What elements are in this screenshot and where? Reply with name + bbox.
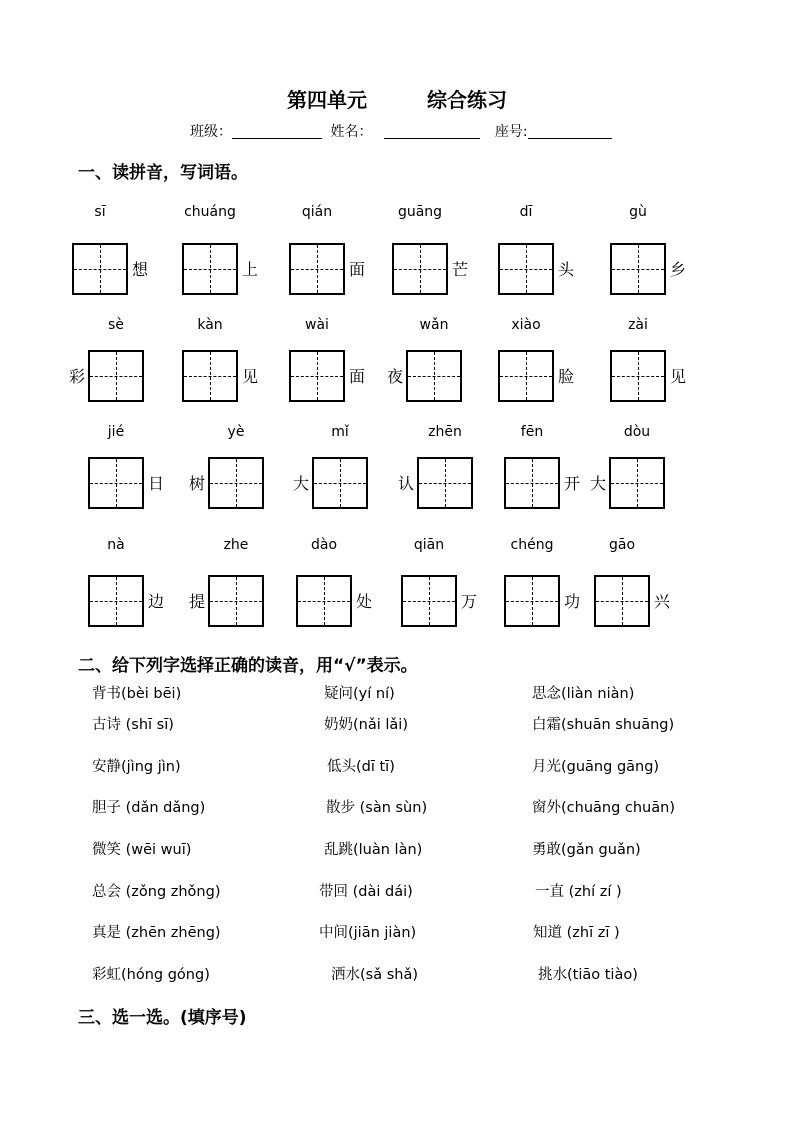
word-char: 边	[148, 592, 165, 611]
section3-heading: 三、选一选。(填序号)	[78, 1008, 247, 1028]
writing-box[interactable]	[417, 457, 473, 509]
word-char: 认	[398, 474, 415, 493]
pinyin-label: chuáng	[184, 204, 236, 220]
writing-box[interactable]	[498, 243, 554, 295]
grid-guide	[210, 601, 262, 602]
word-char: 面	[349, 260, 366, 279]
writing-box[interactable]	[498, 350, 554, 402]
grid-guide	[298, 601, 350, 602]
pronunciation-option[interactable]: 总会 (zǒng zhǒng)	[92, 884, 221, 900]
pronunciation-option[interactable]: 胆子 (dǎn dǎng)	[92, 800, 206, 816]
word-char: 见	[242, 367, 259, 386]
pronunciation-option[interactable]: 白霜(shuān shuāng)	[532, 717, 675, 733]
writing-box[interactable]	[504, 575, 560, 627]
pronunciation-option[interactable]: 中间(jiān jiàn)	[319, 925, 417, 941]
pronunciation-option[interactable]: 微笑 (wēi wuī)	[92, 842, 192, 858]
grid-guide	[90, 483, 142, 484]
word-char: 面	[349, 367, 366, 386]
word-char: 想	[132, 260, 149, 279]
section2-heading: 二、给下列字选择正确的读音，用“√”表示。	[78, 656, 418, 676]
writing-box[interactable]	[88, 575, 144, 627]
word-char: 开	[564, 474, 581, 493]
word-char: 大	[590, 474, 607, 493]
pinyin-label: gù	[629, 204, 647, 220]
grid-guide	[184, 269, 236, 270]
grid-guide	[210, 483, 262, 484]
grid-guide	[506, 483, 558, 484]
pinyin-label: kàn	[197, 317, 223, 333]
pronunciation-option[interactable]: 古诗 (shī sī)	[92, 717, 174, 733]
grid-guide	[74, 269, 126, 270]
pinyin-label: guāng	[397, 204, 443, 220]
word-char: 大	[293, 474, 310, 493]
word-char: 彩	[69, 367, 86, 386]
pinyin-label: dī	[519, 204, 533, 220]
writing-box[interactable]	[401, 575, 457, 627]
pinyin-label: zhēn	[428, 424, 462, 440]
grid-guide	[291, 376, 343, 377]
seat-label: 座号:	[494, 124, 528, 140]
grid-guide	[611, 483, 663, 484]
word-char: 夜	[387, 367, 404, 386]
writing-box[interactable]	[610, 243, 666, 295]
writing-box[interactable]	[392, 243, 448, 295]
pinyin-label: chéng	[510, 537, 554, 553]
pronunciation-option[interactable]: 洒水(sǎ shǎ)	[331, 967, 418, 983]
word-char: 树	[189, 474, 206, 493]
grid-guide	[291, 269, 343, 270]
pronunciation-option[interactable]: 低头(dī tī)	[327, 759, 395, 775]
pronunciation-option[interactable]: 挑水(tiāo tiào)	[538, 967, 638, 983]
pinyin-label: fēn	[520, 424, 544, 440]
pinyin-label: nà	[107, 537, 125, 553]
pronunciation-option[interactable]: 乱跳(luàn làn)	[324, 842, 423, 858]
class-field[interactable]	[232, 124, 322, 139]
word-char: 万	[461, 592, 478, 611]
writing-box[interactable]	[208, 575, 264, 627]
grid-guide	[596, 601, 648, 602]
word-char: 日	[148, 474, 165, 493]
pinyin-label: yè	[227, 424, 245, 440]
pinyin-label: qián	[301, 204, 333, 220]
pinyin-label: zhe	[223, 537, 249, 553]
word-char: 兴	[654, 592, 671, 611]
pronunciation-option[interactable]: 带回 (dài dái)	[319, 884, 413, 900]
pronunciation-option[interactable]: 散步 (sàn sùn)	[326, 800, 428, 816]
pronunciation-option[interactable]: 安静(jìng jìn)	[92, 759, 181, 775]
writing-box[interactable]	[182, 243, 238, 295]
page-title: 第四单元 综合练习	[287, 88, 507, 112]
pronunciation-option[interactable]: 知道 (zhī zī )	[533, 925, 620, 941]
writing-box[interactable]	[72, 243, 128, 295]
writing-box[interactable]	[289, 350, 345, 402]
grid-guide	[612, 269, 664, 270]
writing-box[interactable]	[594, 575, 650, 627]
writing-box[interactable]	[88, 457, 144, 509]
grid-guide	[506, 601, 558, 602]
writing-box[interactable]	[289, 243, 345, 295]
name-field[interactable]	[384, 124, 480, 139]
grid-guide	[500, 269, 552, 270]
section1-heading: 一、读拼音，写词语。	[78, 163, 248, 183]
grid-guide	[394, 269, 446, 270]
word-char: 见	[670, 367, 687, 386]
pronunciation-option[interactable]: 疑问(yí ní)	[324, 686, 395, 702]
pronunciation-option[interactable]: 真是 (zhēn zhēng)	[92, 925, 221, 941]
grid-guide	[419, 483, 471, 484]
seat-field[interactable]	[528, 124, 612, 139]
pronunciation-option[interactable]: 彩虹(hóng góng)	[92, 967, 210, 983]
pinyin-label: dào	[310, 537, 338, 553]
writing-box[interactable]	[296, 575, 352, 627]
student-info	[190, 121, 612, 141]
pronunciation-option[interactable]: 勇敢(gǎn guǎn)	[532, 842, 641, 858]
grid-guide	[90, 376, 142, 377]
writing-box[interactable]	[406, 350, 462, 402]
pinyin-label: sī	[94, 204, 106, 220]
grid-guide	[184, 376, 236, 377]
word-char: 功	[564, 592, 581, 611]
pronunciation-option[interactable]: 背书(bèi bēi)	[92, 686, 182, 702]
grid-guide	[408, 376, 460, 377]
word-char: 头	[558, 260, 575, 279]
pronunciation-option[interactable]: 思念(liàn niàn)	[532, 686, 635, 702]
word-char: 芒	[452, 260, 469, 279]
pronunciation-option[interactable]: 月光(guāng gāng)	[532, 759, 660, 775]
grid-guide	[612, 376, 664, 377]
pinyin-label: zài	[628, 317, 648, 333]
word-char: 处	[356, 592, 373, 611]
writing-box[interactable]	[504, 457, 560, 509]
word-char: 上	[242, 260, 259, 279]
writing-box[interactable]	[312, 457, 368, 509]
word-char: 乡	[670, 260, 687, 279]
pronunciation-option[interactable]: 窗外(chuāng chuān)	[532, 800, 675, 816]
grid-guide	[90, 601, 142, 602]
writing-box[interactable]	[208, 457, 264, 509]
name-label: 姓名：	[330, 124, 373, 140]
word-char: 脸	[558, 367, 575, 386]
word-char: 提	[189, 592, 206, 611]
pronunciation-option[interactable]: 一直 (zhí zí )	[535, 884, 622, 900]
pronunciation-option[interactable]: 奶奶(nǎi lǎi)	[324, 717, 408, 733]
pinyin-label: sè	[108, 317, 124, 333]
pinyin-label: dòu	[623, 424, 651, 440]
grid-guide	[500, 376, 552, 377]
pinyin-label: qiān	[413, 537, 445, 553]
grid-guide	[314, 483, 366, 484]
writing-box[interactable]	[610, 350, 666, 402]
pinyin-label: jié	[107, 424, 125, 440]
class-label: 班级：	[190, 124, 232, 140]
pinyin-label: wǎn	[419, 317, 449, 333]
writing-box[interactable]	[88, 350, 144, 402]
writing-box[interactable]	[609, 457, 665, 509]
grid-guide	[403, 601, 455, 602]
pinyin-label: gāo	[608, 537, 636, 553]
writing-box[interactable]	[182, 350, 238, 402]
pinyin-label: xiào	[511, 317, 541, 333]
pinyin-label: wài	[305, 317, 329, 333]
pinyin-label: mǐ	[331, 424, 349, 440]
